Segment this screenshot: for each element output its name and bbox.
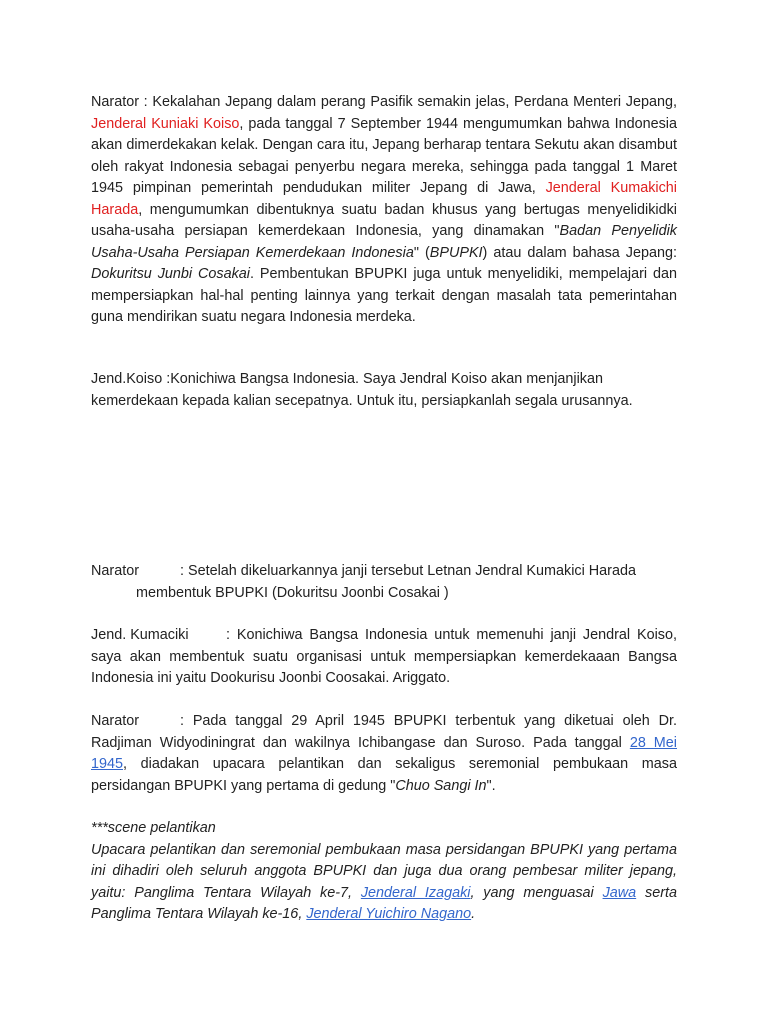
kumaciki-dialogue [91, 625, 677, 690]
text-span: , mengumumkan dibentuknya suatu badan khusus yang bertugas menyelidikidki usaha-usaha persiapan kemerdekaan Indonesia, yang dinamakan " [91, 201, 677, 239]
narration-line-1 [91, 561, 677, 583]
scene-heading: ***scene pelantikan [91, 820, 216, 836]
text-span: " ( [413, 244, 430, 261]
koiso-name: Jenderal Kuniaki Koiso [91, 115, 240, 132]
text-span: , pada tanggal 7 September 1944 mengumumkan bahwa Indonesia akan dimerdekakan kelak. Dengan cara itu, Jepang berharap tentara Sekutu akan disambut oleh rakyat Indonesia sebagai penyerbu negara mereka, sehingga pada tanggal 1 Maret 1945 pimpinan pemerintah pendudukan militer Jepang di Jawa, [91, 115, 677, 196]
koiso-dialogue: Jend.Koiso :Konichiwa Bangsa Indonesia. Saya Jendral Koiso akan menjanjikan kemerdekaan kepada kalian secepatnya. Untuk itu, persiapkanlah segala urusannya. [91, 371, 633, 409]
bpupki-abbr: BPUPKI [429, 244, 483, 261]
text-span: . Pembentukan BPUPKI juga untuk menyelidiki, mempelajari dan mempersiapkan hal-hal penting lainnya yang terkait dengan masalah tata pemerintahan guna mendirikan suatu negara Indonesia merdeka. [91, 266, 677, 325]
speaker-label: Narator [91, 713, 139, 729]
text-span: Narator : Kekalahan Jepang dalam perang Pasifik semakin jelas, Perdana Menteri Jepang, [91, 94, 677, 110]
badan-name: Badan Penyelidik Usaha-Usaha Persiapan Kemerdekaan Indonesia [91, 223, 677, 261]
scene-paragraph [91, 818, 677, 926]
speaker-label: Jend. Kumaciki [91, 627, 189, 643]
harada-name: Jenderal Kumakichi Harada [91, 180, 677, 218]
jawa-link[interactable]: Jawa [602, 884, 637, 901]
text-span: , diadakan upacara pelantikan dan sekaligus seremonial pembukaan masa persidangan BPUPKI yang pertama di gedung " [91, 756, 677, 794]
speaker-label: Narator [91, 563, 139, 579]
narration-paragraph-1 [91, 92, 677, 329]
text-span: : Pada tanggal 29 April 1945 BPUPKI terbentuk yang diketuai oleh Dr. Radjiman Widyodiningrat dan wakilnya Ichibangase dan Suroso. Pada tanggal [91, 713, 677, 751]
text-span: : Setelah dikeluarkannya janji tersebut Letnan Jendral Kumakici Harada [180, 563, 636, 579]
narration-line-2: membentuk BPUPKI (Dokuritsu Joonbi Cosakai ) [136, 584, 449, 601]
text-span: , yang menguasai [470, 884, 603, 901]
text-span: : Konichiwa Bangsa Indonesia untuk memenuhi janji Jendral Koiso, saya akan membentuk suatu organisasi untuk mempersiapkan kemerdekaaan Bangsa Indonesia ini yaitu Dookurisu Joonbi Coosakai. Ariggato. [91, 627, 677, 686]
narration-paragraph-3 [91, 711, 677, 797]
dokuritsu-name: Dokuritsu Junbi Cosakai [91, 266, 251, 282]
izagaki-link[interactable]: Jenderal Izagaki [360, 884, 471, 901]
scene-body [91, 840, 677, 926]
nagano-link[interactable]: Jenderal Yuichiro Nagano [306, 906, 472, 922]
text-span: ) atau dalam bahasa Jepang: [482, 244, 677, 261]
text-span: Upacara pelantikan dan seremonial pembukaan masa persidangan BPUPKI yang pertama ini dihadiri oleh seluruh anggota BPUPKI dan juga dua orang pembesar militer jepang, yaitu: Panglima Tentara Wilayah ke-7, [91, 841, 677, 901]
text-span: ". [486, 777, 496, 794]
narration-paragraph-2 [91, 561, 677, 604]
date-link[interactable]: 28 Mei 1945 [91, 734, 677, 772]
text-span: . [471, 906, 476, 922]
text-span: serta Panglima Tentara Wilayah ke-16, [91, 884, 677, 922]
chuo-sangi-in: Chuo Sangi In [395, 777, 487, 794]
